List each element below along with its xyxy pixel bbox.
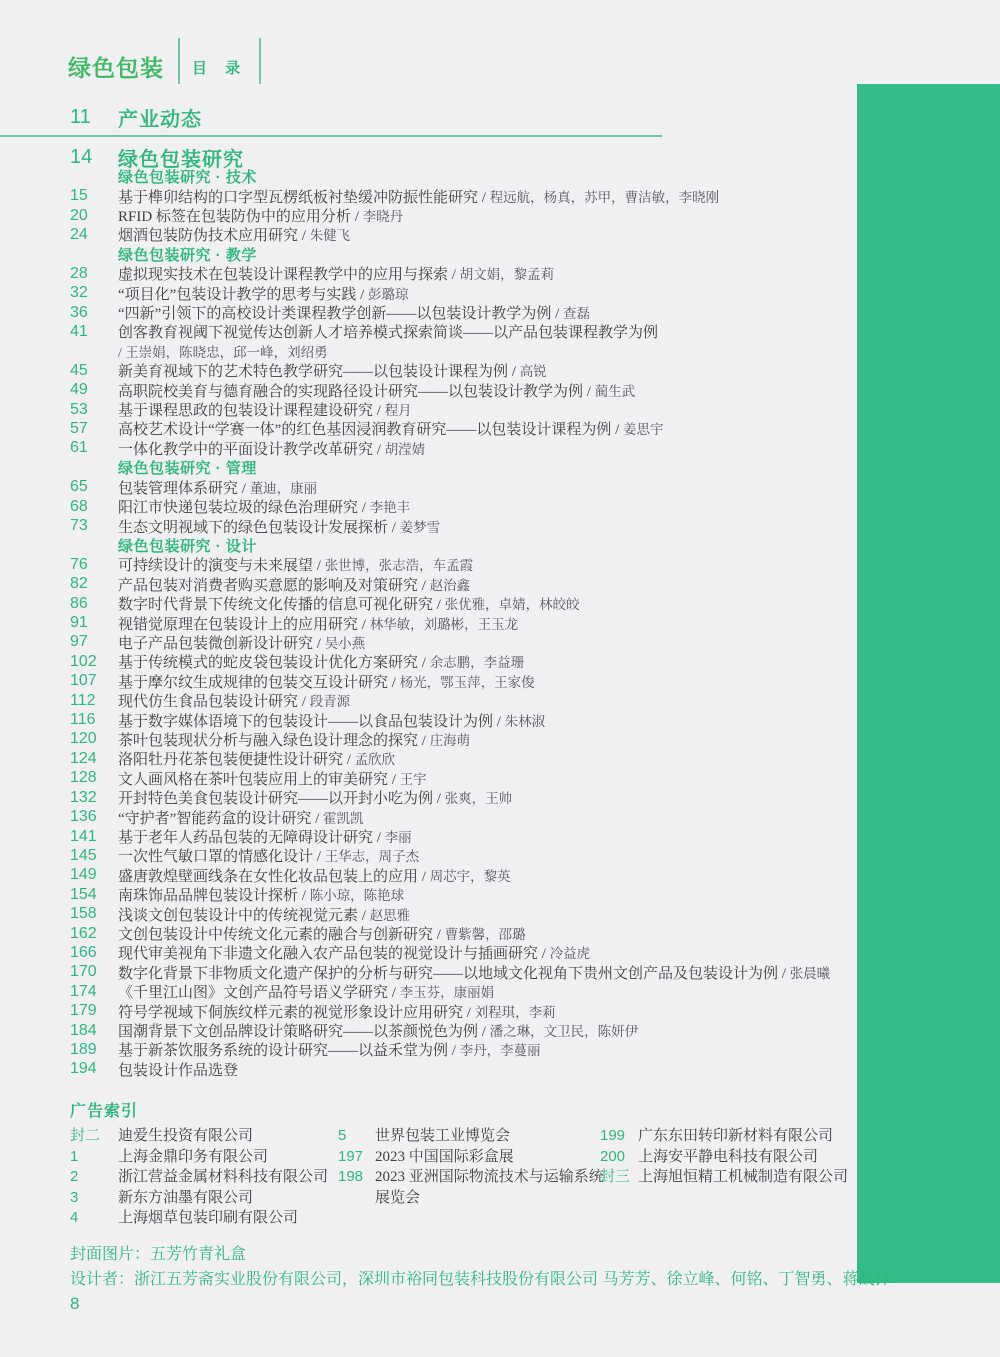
toc-entry-number: 41 bbox=[70, 322, 88, 340]
toc-entry-number: 57 bbox=[70, 419, 88, 437]
toc-entry-number: 53 bbox=[70, 400, 88, 418]
author-separator: / bbox=[358, 616, 370, 633]
toc-entry-row bbox=[0, 769, 845, 788]
toc-entry-row bbox=[0, 613, 845, 632]
toc-entry-number: 136 bbox=[70, 808, 97, 826]
author-separator: / bbox=[313, 849, 325, 866]
toc-entry-number: 194 bbox=[70, 1060, 97, 1078]
toc-entry-number: 24 bbox=[70, 225, 88, 243]
toc-entry-row bbox=[0, 186, 845, 205]
toc-entry-row bbox=[0, 963, 845, 982]
toc-entry-authors: 李晓丹 bbox=[362, 209, 404, 225]
toc-entry-authors: 张爽，王帅 bbox=[444, 791, 513, 807]
author-separator: / bbox=[418, 868, 430, 885]
toc-entry-authors: 霍凯凯 bbox=[323, 810, 364, 826]
author-separator: / bbox=[373, 830, 385, 847]
toc-entry-title: 浅谈文创包装设计中的传统视觉元素 / 赵思雅 bbox=[118, 907, 411, 924]
toc-entry-number: 174 bbox=[70, 982, 97, 1000]
toc-entry-title: “项目化”包装设计教学的思考与实践 / 彭璐琼 bbox=[118, 286, 409, 303]
ad-index-row bbox=[338, 1147, 610, 1168]
toc-entry-authors: 余志鹏，李益珊 bbox=[429, 655, 525, 671]
toc-subsection-row bbox=[0, 536, 845, 555]
toc-entry-authors: 周芯宇，黎英 bbox=[429, 868, 511, 884]
author-separator: / bbox=[478, 189, 490, 206]
author-separator: / bbox=[433, 791, 445, 808]
toc-entry-title: 电子产品包装微创新设计研究 / 吴小燕 bbox=[118, 635, 366, 652]
ad-index-row bbox=[70, 1147, 328, 1168]
ad-page-number: 封三 bbox=[600, 1168, 631, 1186]
toc-entry-title: 洛阳牡丹花茶包装便捷性设计研究 / 孟欣欣 bbox=[118, 752, 396, 769]
author-separator: / bbox=[358, 500, 370, 517]
toc-entry-row bbox=[0, 672, 845, 691]
author-separator: / bbox=[238, 480, 250, 497]
ad-page-number: 5 bbox=[338, 1127, 347, 1144]
toc-entry-number: 91 bbox=[70, 614, 88, 632]
toc-entry-number: 179 bbox=[70, 1002, 97, 1020]
ad-index-column-2 bbox=[338, 1126, 610, 1208]
toc-entry-number: 49 bbox=[70, 381, 88, 399]
author-separator: / bbox=[298, 694, 310, 711]
toc-entry-authors: 朱健飞 bbox=[309, 228, 351, 244]
toc-entry-number: 20 bbox=[70, 206, 88, 224]
toc-entry-number: 149 bbox=[70, 866, 97, 884]
toc-entry-title: 包装设计作品选登 bbox=[118, 1062, 239, 1079]
ad-company-name: 2023 中国国际彩盒展 bbox=[375, 1148, 514, 1165]
toc-entry-number: 132 bbox=[70, 788, 97, 806]
toc-subsection-label: 绿色包装研究 · 管理 bbox=[118, 460, 257, 478]
toc-entry-title: 基于新茶饮服务系统的设计研究——以益禾堂为例 / 李丹，李蔓丽 bbox=[118, 1043, 541, 1060]
ad-index-row bbox=[70, 1167, 328, 1188]
toc-entry-authors: 蔺生武 bbox=[594, 383, 636, 399]
toc-entry-row bbox=[0, 943, 845, 962]
toc-entry-number: 97 bbox=[70, 633, 88, 651]
author-separator: / bbox=[388, 985, 400, 1002]
author-separator: / bbox=[388, 519, 400, 536]
ad-company-name: 浙江营益金属材料科技有限公司 bbox=[118, 1169, 329, 1186]
toc-entry-row bbox=[0, 827, 845, 846]
author-separator: / bbox=[350, 209, 363, 226]
toc-part-number: 11 bbox=[70, 105, 91, 128]
toc-entry-title: 基于数字媒体语境下的包装设计——以食品包装设计为例 / 朱林淑 bbox=[118, 713, 546, 730]
toc-entry-row bbox=[0, 633, 845, 652]
toc-entry-row bbox=[0, 478, 845, 497]
toc-entry-authors: 陈小琼，陈艳球 bbox=[309, 888, 405, 904]
ad-company-name: 迪爱生投资有限公司 bbox=[118, 1128, 254, 1144]
ad-company-name: 新东方油墨有限公司 bbox=[118, 1189, 254, 1206]
author-separator: / bbox=[448, 267, 460, 284]
toc-entry-title: 包装管理体系研究 / 董迪，康丽 bbox=[118, 480, 318, 497]
ad-index-row bbox=[70, 1126, 328, 1147]
toc-entry-row bbox=[0, 1060, 845, 1079]
toc-entry-row bbox=[0, 1001, 845, 1020]
toc-entry-row bbox=[0, 575, 845, 594]
toc-entry-title: 一次性气敏口罩的情感化设计 / 王华志，周子杰 bbox=[118, 849, 420, 866]
toc-entry-authors: / 王崇娟，陈晓忠，邱一峰，刘绍勇 bbox=[118, 345, 328, 361]
toc-entry-number: 86 bbox=[70, 594, 88, 612]
author-separator: / bbox=[298, 228, 310, 245]
header-rule-right bbox=[259, 38, 261, 84]
toc-entry-row bbox=[0, 497, 845, 516]
toc-entry-row bbox=[0, 594, 845, 613]
toc-entry-title: 文人画风格在茶叶包装应用上的审美研究 / 王宇 bbox=[118, 771, 427, 788]
section-divider-line bbox=[0, 135, 662, 137]
toc-entry-authors: 王宇 bbox=[399, 771, 427, 787]
toc-entry-number: 184 bbox=[70, 1021, 97, 1039]
ad-company-name: 上海烟草包装印刷有限公司 bbox=[118, 1210, 299, 1227]
author-separator: / bbox=[478, 1024, 490, 1041]
ad-page-number: 198 bbox=[338, 1168, 364, 1186]
header-rule-left bbox=[178, 38, 180, 84]
toc-entry-authors: 姜梦雪 bbox=[399, 519, 441, 535]
toc-entry-title: 符号学视域下侗族纹样元素的视觉形象设计应用研究 / 刘程琪，李莉 bbox=[118, 1004, 556, 1021]
toc-entry-number: 73 bbox=[70, 517, 88, 535]
toc-entry-row bbox=[0, 439, 845, 458]
author-separator: / bbox=[611, 422, 623, 439]
toc-entry-authors: 刘程琪，李莉 bbox=[474, 1004, 556, 1020]
ad-page-number: 封二 bbox=[70, 1127, 101, 1144]
ad-company-name: 上海安平静电科技有限公司 bbox=[638, 1148, 819, 1165]
toc-entry-authors: 李丹，李蔓丽 bbox=[459, 1043, 541, 1059]
toc-entry-title: 现代审美视角下非遗文化融入农产品包装的视觉设计与插画研究 / 冷益虎 bbox=[118, 946, 591, 963]
cover-caption: 封面图片：五芳竹青礼盒 bbox=[70, 1246, 247, 1263]
toc-entry-row bbox=[0, 982, 845, 1001]
toc-entry-number: 45 bbox=[70, 361, 88, 379]
toc-entry-authors: 张晨曦 bbox=[789, 965, 831, 981]
toc-entry-row bbox=[0, 807, 845, 826]
toc-entry-number: 145 bbox=[70, 846, 97, 864]
author-separator: / bbox=[418, 655, 430, 672]
toc-part-title: 绿色包装研究 bbox=[118, 148, 244, 171]
toc-entry-title: 一体化教学中的平面设计教学改革研究 / 胡滢婧 bbox=[118, 441, 426, 458]
toc-entry-title: 生态文明视域下的绿色包装设计发展探析 / 姜梦雪 bbox=[118, 519, 441, 536]
ad-company-name: 上海旭恒精工机械制造有限公司 bbox=[638, 1169, 849, 1186]
author-separator: / bbox=[313, 558, 325, 575]
toc-entry-title: 现代仿生食品包装设计研究 / 段青源 bbox=[118, 694, 351, 711]
author-separator: / bbox=[343, 752, 355, 769]
toc-entry-row bbox=[0, 866, 845, 885]
toc-entry-authors: 姜思宇 bbox=[623, 422, 664, 438]
author-separator: / bbox=[448, 1043, 460, 1060]
toc-entry-authors: 段青源 bbox=[309, 694, 351, 710]
toc-entry-row bbox=[0, 225, 845, 244]
toc-entry-authors: 程月 bbox=[384, 403, 412, 419]
toc-entry-authors: 张世博，张志浩，车孟霞 bbox=[324, 558, 474, 574]
toc-entry-number: 116 bbox=[70, 711, 96, 729]
toc-entry-title: RFID 标签在包装防伪中的应用分析 / 李晓丹 bbox=[118, 209, 404, 226]
ad-company-name: 2023 亚洲国际物流技术与运输系统展览会 bbox=[375, 1169, 604, 1206]
toc-entry-row bbox=[0, 264, 845, 283]
author-separator: / bbox=[311, 810, 323, 827]
author-separator: / bbox=[538, 946, 550, 963]
author-separator: / bbox=[778, 965, 790, 982]
ad-company-name: 广东东田转印新材料有限公司 bbox=[638, 1128, 834, 1144]
author-separator: / bbox=[418, 577, 430, 594]
toc-entry-row bbox=[0, 1040, 845, 1059]
toc-entry-number: 36 bbox=[70, 303, 88, 321]
toc-entry-row bbox=[0, 419, 845, 438]
toc-subsection-row bbox=[0, 245, 845, 264]
toc-entry-title: 高校艺术设计“学赛一体”的红色基因浸润教育研究——以包装设计课程为例 / 姜思宇 bbox=[118, 422, 664, 439]
green-sidebar bbox=[857, 84, 1000, 1283]
author-separator: / bbox=[433, 927, 445, 944]
toc-entry-authors: 冷益虎 bbox=[549, 946, 591, 962]
ad-index-row bbox=[600, 1126, 848, 1147]
toc-entry-number: 170 bbox=[70, 963, 97, 981]
ad-index-column-3 bbox=[600, 1126, 848, 1188]
toc-entry-authors: 董迪，康丽 bbox=[249, 480, 318, 496]
toc-entry-number: 141 bbox=[70, 827, 97, 845]
toc-entry-authors: 杨光，鄂玉萍，王家俊 bbox=[399, 674, 535, 690]
ad-index-row bbox=[338, 1126, 610, 1147]
toc-entry-title: 数字化背景下非物质文化遗产保护的分析与研究——以地域文化视角下贵州文创产品及包装设计为例 / 张晨曦 bbox=[118, 965, 831, 982]
toc-subsection-row bbox=[0, 167, 845, 186]
toc-entry-row bbox=[0, 283, 845, 302]
toc-subsection-label: 绿色包装研究 · 技术 bbox=[118, 169, 257, 187]
toc-entry-row bbox=[0, 924, 845, 943]
toc-entry-title: 基于老年人药品包装的无障碍设计研究 / 李丽 bbox=[118, 830, 412, 847]
toc-entry-number: 107 bbox=[70, 672, 97, 690]
toc-entry-authors: 程远航，杨真，苏甲，曹洁敏，李晓刚 bbox=[489, 189, 720, 205]
ad-index-row bbox=[70, 1208, 328, 1229]
toc-entry-authors: 李丽 bbox=[384, 830, 412, 846]
author-separator: / bbox=[508, 364, 520, 381]
toc-entry-row bbox=[0, 652, 845, 671]
toc-subsection-label: 绿色包装研究 · 设计 bbox=[118, 537, 257, 555]
toc-entry-authors: 潘之琳，文卫民，陈妍伊 bbox=[489, 1024, 639, 1040]
author-separator: / bbox=[358, 907, 370, 924]
toc-entry-authors: 李艳丰 bbox=[369, 500, 411, 516]
toc-entry-number: 32 bbox=[70, 284, 88, 302]
ad-index-row bbox=[338, 1167, 610, 1208]
toc-entry-title: 《千里江山图》文创产品符号语义学研究 / 李玉芬，康丽娟 bbox=[118, 985, 495, 1002]
ad-index-row bbox=[600, 1167, 848, 1188]
toc-entry-title: 基于传统模式的蛇皮袋包装设计优化方案研究 / 余志鹏，李益珊 bbox=[118, 655, 525, 672]
toc-entry-number: 162 bbox=[70, 924, 97, 942]
toc-subsection-label: 绿色包装研究 · 教学 bbox=[118, 246, 257, 264]
toc-entry-authors: 高锐 bbox=[519, 364, 547, 380]
author-separator: / bbox=[373, 441, 385, 458]
toc-entry-row bbox=[0, 206, 845, 225]
author-separator: / bbox=[583, 383, 595, 400]
toc-entry-number: 154 bbox=[70, 885, 97, 903]
ad-company-name: 世界包装工业博览会 bbox=[375, 1128, 511, 1144]
ad-index-title: 广告索引 bbox=[70, 1103, 139, 1120]
author-separator: / bbox=[373, 403, 385, 420]
toc-entry-number: 158 bbox=[70, 905, 97, 923]
magazine-logo: 绿色包装 bbox=[68, 55, 164, 81]
toc-entry-number: 120 bbox=[70, 730, 97, 748]
ad-page-number: 2 bbox=[70, 1168, 79, 1186]
toc-entry-title: 茶叶包装现状分析与融入绿色设计理念的探究 / 庄海萌 bbox=[118, 732, 471, 749]
toc-entry-row bbox=[0, 361, 845, 380]
toc-entry-row bbox=[0, 904, 845, 923]
toc-entry-number: 112 bbox=[70, 691, 96, 709]
toc-entry-title: 虚拟现实技术在包装设计课程教学中的应用与探索 / 胡文娟，黎孟莉 bbox=[118, 267, 555, 284]
toc-entry-row bbox=[0, 380, 845, 399]
toc-entry-authors: 曹紫馨，邵璐 bbox=[444, 927, 526, 943]
toc-entry-number: 124 bbox=[70, 749, 97, 767]
author-separator: / bbox=[551, 306, 563, 323]
ad-index-row bbox=[70, 1188, 328, 1209]
toc-entry-title: 视错觉原理在包装设计上的应用研究 / 林华敏，刘璐彬，王玉龙 bbox=[118, 616, 519, 633]
toc-entry-authors: 赵思雅 bbox=[369, 907, 411, 923]
author-separator: / bbox=[418, 732, 430, 749]
toc-entry-row bbox=[0, 691, 845, 710]
toc-entry-row bbox=[0, 400, 845, 419]
toc-entry-number: 102 bbox=[70, 652, 97, 670]
toc-entry-authors: 张优雅，卓婧，林皎皎 bbox=[444, 597, 580, 613]
toc-entry-number: 65 bbox=[70, 478, 88, 496]
designer-credit: 设计者：浙江五芳斋实业股份有限公司，深圳市裕同包装科技股份有限公司 马芳芳、徐立峰、何铭、丁智勇、蒋战锋 bbox=[70, 1271, 891, 1288]
author-separator: / bbox=[388, 771, 400, 788]
toc-entry-row bbox=[0, 303, 845, 322]
ad-page-number: 199 bbox=[600, 1127, 626, 1144]
toc-entry-authors: 查磊 bbox=[563, 306, 590, 322]
toc-entry-title: 数字时代背景下传统文化传播的信息可视化研究 / 张优雅，卓婧，林皎皎 bbox=[118, 597, 580, 614]
toc-part-number: 14 bbox=[70, 145, 93, 168]
toc-entry-title: 基于摩尔纹生成规律的包装交互设计研究 / 杨光，鄂玉萍，王家俊 bbox=[118, 674, 535, 691]
toc-entry-title: 基于榫卯结构的口字型瓦楞纸板衬垫缓冲防振性能研究 / 程远航，杨真，苏甲，曹洁敏，李晓刚 bbox=[118, 189, 720, 206]
toc-entry-row bbox=[0, 555, 845, 574]
author-separator: / bbox=[433, 597, 445, 614]
toc-entry-title: 文创包装设计中传统文化元素的融合与创新研究 / 曹紫馨，邵璐 bbox=[118, 927, 526, 944]
toc-entry-number: 28 bbox=[70, 264, 88, 282]
toc-entry-number: 128 bbox=[70, 769, 97, 787]
author-separator: / bbox=[463, 1004, 475, 1021]
toc-entry-title: 国潮背景下文创品牌设计策略研究——以茶颜悦色为例 / 潘之琳，文卫民，陈妍伊 bbox=[118, 1024, 639, 1041]
ad-page-number: 197 bbox=[338, 1147, 364, 1165]
ad-page-number: 3 bbox=[70, 1188, 79, 1206]
toc-entry-authors: 胡文娟，黎孟莉 bbox=[459, 267, 555, 283]
toc-entry-title: “四新”引领下的高校设计类课程教学创新——以包装设计教学为例 / 查磊 bbox=[118, 306, 590, 323]
toc-entry-number: 166 bbox=[70, 943, 97, 961]
page-number: 8 bbox=[70, 1294, 80, 1313]
toc-entry-row bbox=[0, 788, 845, 807]
toc-entry-title: 产品包装对消费者购买意愿的影响及对策研究 / 赵治鑫 bbox=[118, 577, 471, 594]
toc-entry-row bbox=[0, 885, 845, 904]
toc-entry-authors: 林华敏，刘璐彬，王玉龙 bbox=[369, 616, 519, 632]
toc-entry-row bbox=[0, 710, 845, 729]
author-separator: / bbox=[356, 286, 368, 303]
toc-authors-continuation-row bbox=[0, 342, 845, 361]
toc-entry-title: 创客教育视阈下视觉传达创新人才培养模式探索简谈——以产品包装课程教学为例 bbox=[118, 325, 659, 342]
toc-entry-title: 开封特色美食包装设计研究——以开封小吃为例 / 张爽，王帅 bbox=[118, 791, 513, 808]
toc-entry-title: 阳江市快递包装垃圾的绿色治理研究 / 李艳丰 bbox=[118, 500, 411, 517]
toc-entry-number: 76 bbox=[70, 555, 88, 573]
toc-label: 目 录 bbox=[192, 60, 248, 77]
toc-entry-row bbox=[0, 1021, 845, 1040]
toc-entry-row bbox=[0, 730, 845, 749]
ad-page-number: 1 bbox=[70, 1147, 79, 1165]
toc-entry-row bbox=[0, 846, 845, 865]
toc-entry-title: 可持续设计的演变与未来展望 / 张世博，张志浩，车孟霞 bbox=[118, 558, 474, 575]
toc-list bbox=[0, 167, 845, 1079]
toc-entry-row bbox=[0, 749, 845, 768]
toc-entry-authors: 王华志，周子杰 bbox=[324, 849, 420, 865]
ad-index-column-1 bbox=[70, 1126, 328, 1229]
toc-entry-title: 新美育视域下的艺术特色教学研究——以包装设计课程为例 / 高锐 bbox=[118, 364, 547, 381]
toc-entry-title: 南珠饰品品牌包装设计探析 / 陈小琼，陈艳球 bbox=[118, 888, 405, 905]
toc-part-title: 产业动态 bbox=[118, 108, 202, 131]
toc-entry-number: 82 bbox=[70, 575, 88, 593]
page-header bbox=[68, 36, 261, 84]
author-separator: / bbox=[493, 713, 505, 730]
toc-entry-authors: 胡滢婧 bbox=[384, 441, 426, 457]
toc-entry-number: 68 bbox=[70, 497, 88, 515]
toc-entry-row bbox=[0, 322, 845, 341]
toc-entry-authors: 庄海萌 bbox=[429, 732, 471, 748]
toc-entry-authors: 朱林淑 bbox=[504, 713, 546, 729]
toc-entry-authors: 彭璐琼 bbox=[368, 286, 409, 302]
toc-entry-number: 189 bbox=[70, 1040, 97, 1058]
toc-entry-title: “守护者”智能药盒的设计研究 / 霍凯凯 bbox=[118, 810, 364, 827]
toc-entry-number: 15 bbox=[70, 187, 88, 205]
author-separator: / bbox=[298, 888, 310, 905]
ad-company-name: 上海金鼎印务有限公司 bbox=[118, 1148, 269, 1165]
toc-entry-title: 盛唐敦煌壁画线条在女性化妆品包装上的应用 / 周芯宇，黎英 bbox=[118, 868, 511, 885]
toc-entry-number: 61 bbox=[70, 439, 88, 457]
author-separator: / bbox=[388, 674, 400, 691]
toc-subsection-row bbox=[0, 458, 845, 477]
author-separator: / bbox=[313, 635, 325, 652]
ad-page-number: 4 bbox=[70, 1209, 79, 1227]
toc-entry-title: 高职院校美育与德育融合的实现路径设计研究——以包装设计教学为例 / 蔺生武 bbox=[118, 383, 636, 400]
ad-index-row bbox=[600, 1147, 848, 1168]
toc-entry-authors: 赵治鑫 bbox=[429, 577, 471, 593]
toc-entry-authors: 吴小燕 bbox=[324, 635, 366, 651]
toc-entry-title: 基于课程思政的包装设计课程建设研究 / 程月 bbox=[118, 403, 412, 420]
toc-entry-row bbox=[0, 516, 845, 535]
toc-entry-title: 烟酒包装防伪技术应用研究 / 朱健飞 bbox=[118, 228, 351, 245]
toc-entry-authors: 孟欣欣 bbox=[354, 752, 396, 768]
ad-page-number: 200 bbox=[600, 1147, 626, 1165]
toc-entry-authors: 李玉芬，康丽娟 bbox=[399, 985, 495, 1001]
toc-part-row-industry bbox=[0, 104, 202, 130]
